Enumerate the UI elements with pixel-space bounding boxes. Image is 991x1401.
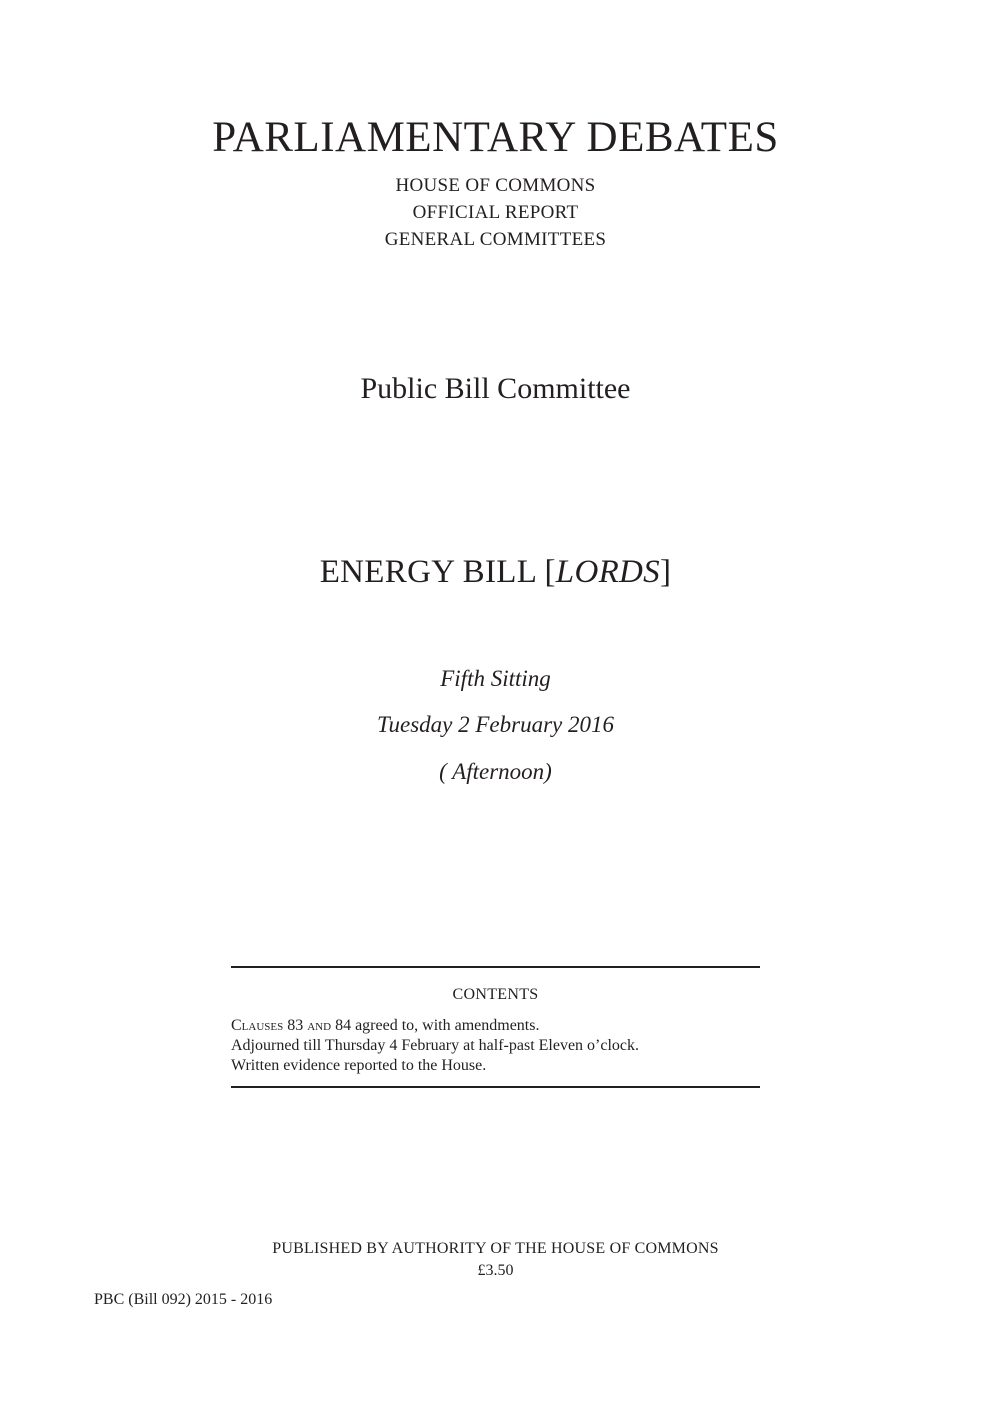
bill-title-lords: LORDS xyxy=(555,554,660,590)
contents-item-written-evidence: Written evidence reported to the House. xyxy=(231,1057,487,1074)
publisher-line: PUBLISHED BY AUTHORITY OF THE HOUSE OF COMMONS xyxy=(272,1240,719,1257)
document-reference: PBC (Bill 092) 2015 - 2016 xyxy=(94,1291,273,1308)
contents-heading: CONTENTS xyxy=(452,986,539,1003)
sitting-date: Tuesday 2 February 2016 xyxy=(376,712,614,737)
bill-title xyxy=(0,554,991,591)
clauses-rest: 84 agreed to, with amendments. xyxy=(331,1017,540,1034)
general-committees-line: GENERAL COMMITTEES xyxy=(384,229,607,250)
bill-title-prefix: ENERGY BILL [ xyxy=(319,554,556,590)
contents-top-rule xyxy=(231,966,760,968)
house-of-commons-line: HOUSE OF COMMONS xyxy=(395,175,596,196)
official-report-line: OFFICIAL REPORT xyxy=(412,202,579,223)
contents-bottom-rule xyxy=(231,1086,760,1088)
and-word: and xyxy=(307,1017,332,1034)
contents-item-clauses xyxy=(231,1016,760,1036)
sitting-session: ( Afternoon) xyxy=(439,759,552,784)
committee-name: Public Bill Committee xyxy=(360,372,631,405)
clauses-word: Clauses xyxy=(231,1017,284,1034)
bill-title-suffix: ] xyxy=(659,554,672,590)
price: £3.50 xyxy=(477,1262,514,1279)
sitting-name: Fifth Sitting xyxy=(440,666,551,691)
document-title: PARLIAMENTARY DEBATES xyxy=(212,114,779,161)
contents-item-adjourned: Adjourned till Thursday 4 February at half-past Eleven o’clock. xyxy=(231,1037,640,1054)
clause-number-83: 83 xyxy=(283,1017,308,1034)
contents-list xyxy=(231,1016,760,1076)
